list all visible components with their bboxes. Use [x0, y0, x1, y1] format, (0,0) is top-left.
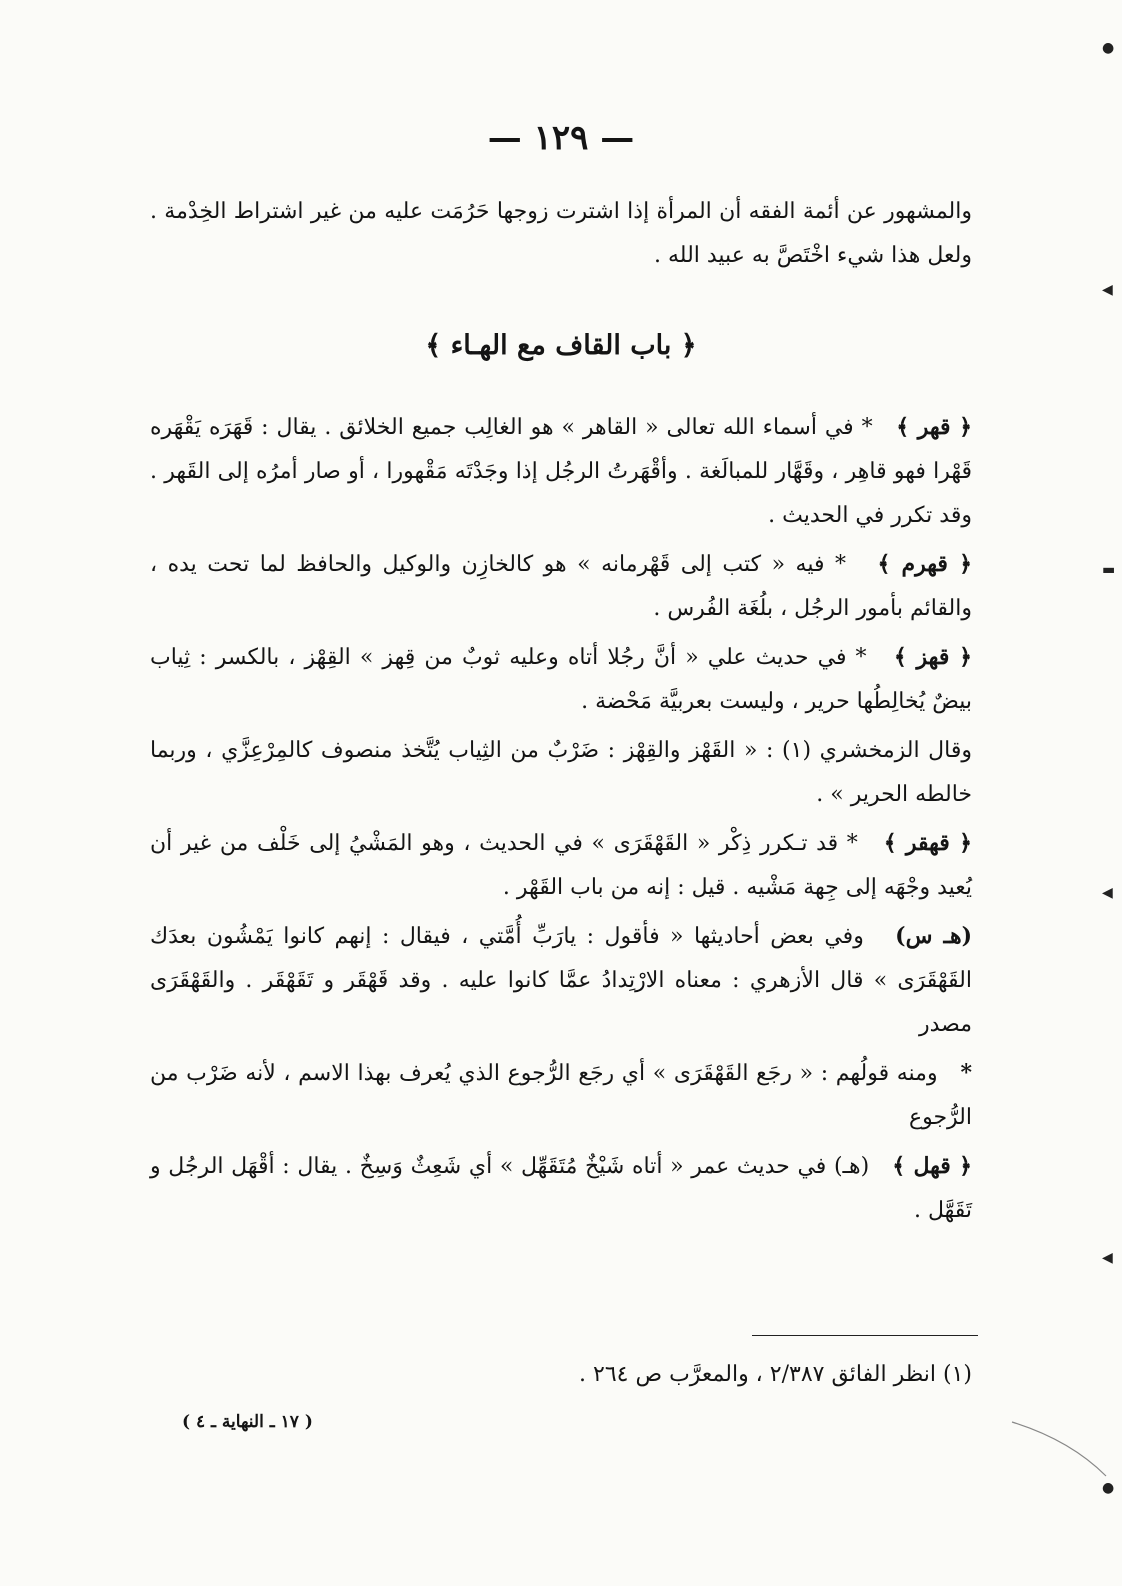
page-fold-line	[1010, 1420, 1110, 1480]
entry-headword: ﴿ قهل ﴾	[892, 1153, 972, 1179]
entry-text: وفي بعض أحاديثها « فأقول : يارَبِّ أُمَّتي ، فيقال : إنهم كانوا يَمْشُون بعدَك القَهْقَرَى » قال الأزهري : معناه الارْتِدادُ عمَّا كانوا عليه . وقد قَهْقَر و تَقَهْقَر . والقَهْقَرَى مصدر	[150, 924, 972, 1037]
binding-mark: ▬	[1102, 562, 1116, 578]
binding-mark: ●	[1102, 1480, 1115, 1496]
binding-mark: ◀	[1102, 885, 1113, 901]
entry-text: * قد تـكرر ذِكْر « القَهْقَرَى » في الحديث ، وهو المَشْيُ إلى خَلْف من غير أن يُعيد وجْهَه إلى جِهة مَشْيه . قيل : إنه من باب القَهْر .	[150, 831, 972, 900]
intro-paragraph: والمشهور عن أئمة الفقه أن المرأة إذا اشترت زوجها حَرُمَت عليه من غير اشتراط الخِدْمة . ولعل هذا شيء اخْتَصَّ به عبيد الله .	[150, 199, 972, 268]
entry	[150, 1051, 972, 1140]
footnote: (١) انظر الفائق ٢/٣٨٧ ، والمعرَّب ص ٢٦٤ .	[579, 1362, 972, 1387]
entry-headword: *	[960, 1060, 972, 1086]
entry-headword: ﴿ قهرم ﴾	[877, 551, 972, 577]
printer-signature: ( ١٧ ـ النهاية ـ ٤ )	[182, 1412, 313, 1432]
dictionary-entries	[150, 405, 972, 1237]
entry	[150, 728, 972, 817]
entry	[150, 635, 972, 724]
entry-headword: ﴿ قهز ﴾	[893, 644, 972, 670]
entry	[150, 914, 972, 1047]
entry	[150, 405, 972, 538]
entry-text: * فيه « كتب إلى قَهْرمانه » هو كالخازِن والوكيل والحافظ لما تحت يده ، والقائم بأمور الرجُل ، بلُغَة الفُرس .	[150, 552, 972, 621]
entry	[150, 821, 972, 910]
entry-headword: (هـ س)	[895, 923, 972, 949]
entry	[150, 1144, 972, 1233]
footnote-separator	[752, 1335, 978, 1336]
entry-headword: ﴿ قهقر ﴾	[883, 830, 973, 856]
entry-text: ومنه قولُهم : « رجَع القَهْقَرَى » أي رجَع الرُّجوع الذي يُعرف بهذا الاسم ، لأنه ضَرْب من الرُّجوع	[150, 1061, 972, 1130]
binding-mark: ●	[1102, 40, 1115, 56]
entry-text: وقال الزمخشري (١) : « القَهْز والقِهْز : ضَرْبٌ من الثِياب يُتَّخذ منصوف كالمِرْعِزَّي ، وربما خالطه الحرير » .	[150, 738, 973, 807]
entry-text: (هـ) في حديث عمر « أتاه شَيْخٌ مُتَقَهِّل » أي شَعِثٌ وَسِخٌ . يقال : أقْهَل الرجُل و تَقَهَّل .	[150, 1154, 972, 1223]
binding-mark: ◀	[1102, 1250, 1113, 1266]
entry	[150, 542, 972, 631]
page-number: — ١٢٩ —	[487, 118, 635, 158]
section-heading: ﴿ باب القاف مع الهـاء ﴾	[425, 330, 697, 361]
entry-text: * في أسماء الله تعالى « القاهر » هو الغالِب جميع الخلائق . يقال : قَهَرَه يَقْهَره قَهْرا فهو قاهِر ، وقَهَّار للمبالَغة . وأقْهَرتُ الرجُل إذا وجَدْتَه مَقْهورا ، أو صار أمرُه إلى القَهر . وقد تكرر في الحديث .	[150, 415, 972, 528]
entry-text: * في حديث علي « أنَّ رجُلا أتاه وعليه ثوبٌ من قِهز » القِهْز ، بالكسر : ثِياب بيضٌ يُخالِطُها حرير ، وليست بعربيَّة مَحْضة .	[150, 645, 972, 714]
entry-headword: ﴿ قهر ﴾	[896, 414, 972, 440]
binding-mark: ◀	[1102, 282, 1113, 298]
